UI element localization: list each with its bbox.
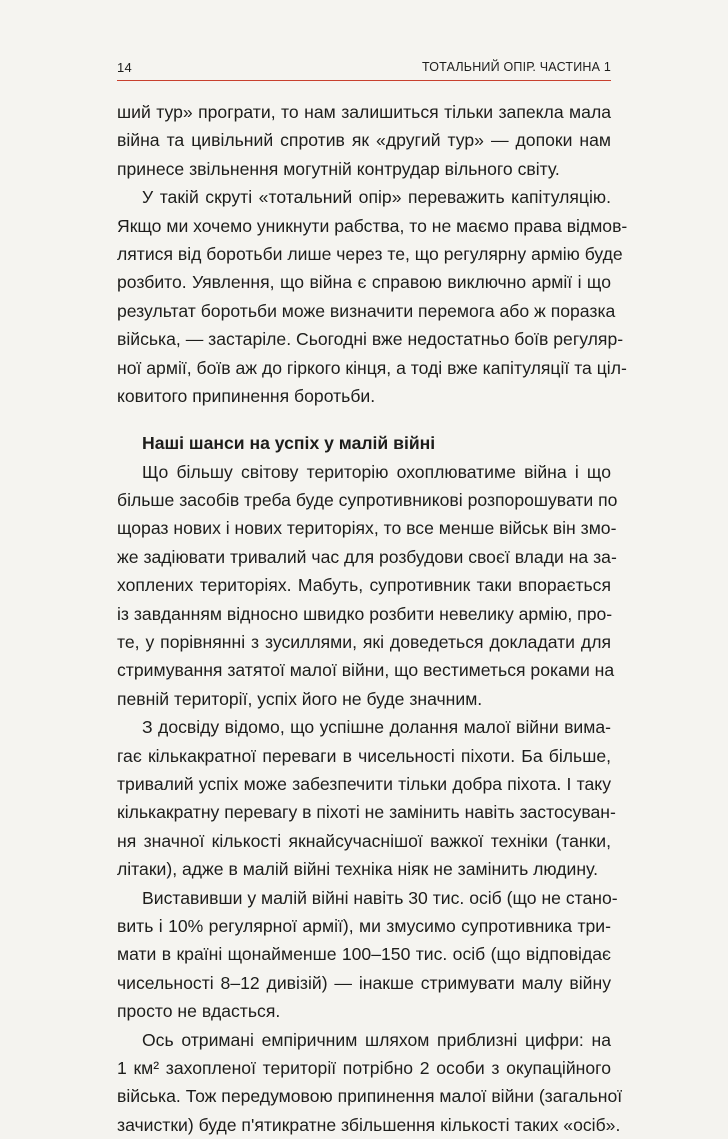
- text-line: Що більшу світову територію охоплюватиме війна і що: [117, 458, 611, 486]
- paragraph: [117, 1026, 611, 1139]
- text-line: війська. Тож передумовою припинення малої війни (загальної: [117, 1082, 611, 1110]
- body-text: [117, 98, 611, 1139]
- paragraph: [117, 458, 611, 714]
- paragraph: [117, 884, 611, 1026]
- text-line: певній території, успіх його не буде значним.: [117, 685, 611, 713]
- text-line: розбито. Уявлення, що війна є справою виключно армії і що: [117, 268, 611, 296]
- text-line: Якщо ми хочемо уникнути рабства, то не маємо права відмов-: [117, 212, 611, 240]
- text-line: ня значної кількості якнайсучаснішої важкої техніки (танки,: [117, 827, 611, 855]
- text-line: більше засобів треба буде супротивникові розпорошувати по: [117, 486, 611, 514]
- text-line: же задіювати тривалий час для розбудови своєї влади на за-: [117, 543, 611, 571]
- text-line: результат боротьби може визначити перемога або ж поразка: [117, 297, 611, 325]
- text-line: із завданням відносно швидко розбити невелику армію, про-: [117, 600, 611, 628]
- text-line: чисельності 8–12 дивізій) — інакше стримувати малу війну: [117, 969, 611, 997]
- text-line: У такій скруті «тотальний опір» переважить капітуляцію.: [117, 183, 611, 211]
- text-line: війна та цивільний спротив як «другий тур» — допоки нам: [117, 126, 611, 154]
- running-title: ТОТАЛЬНИЙ ОПІР. ЧАСТИНА 1: [422, 60, 611, 74]
- paragraph: [117, 183, 611, 410]
- text-line: 1 км² захопленої території потрібно 2 особи з окупаційного: [117, 1054, 611, 1082]
- text-line: зачистки) буде п'ятикратне збільшення кількості таких «осіб».: [117, 1111, 611, 1139]
- text-line: принесе звільнення могутній контрудар вільного світу.: [117, 155, 611, 183]
- text-line: гає кількакратної переваги в чисельності піхоти. Ба більше,: [117, 742, 611, 770]
- section-heading: Наші шанси на успіх у малій війні: [117, 429, 611, 457]
- text-line: Виставивши у малій війні навіть 30 тис. осіб (що не стано-: [117, 884, 611, 912]
- text-line: стримування затятої малої війни, що вестиметься роками на: [117, 656, 611, 684]
- page-number: 14: [117, 60, 132, 75]
- text-line: мати в країні щонайменше 100–150 тис. осіб (що відповідає: [117, 940, 611, 968]
- text-line: вить і 10% регулярної армії), ми змусимо супротивника три-: [117, 912, 611, 940]
- text-line: те, у порівнянні з зусиллями, які доведеться докладати для: [117, 628, 611, 656]
- text-line: ший тур» програти, то нам залишиться тільки запекла мала: [117, 98, 611, 126]
- header-rule: [117, 80, 611, 81]
- paragraph: [117, 98, 611, 183]
- paragraph: [117, 713, 611, 883]
- text-line: кількакратну перевагу в піхоті не замінить навіть застосуван-: [117, 798, 611, 826]
- text-line: ної армії, боїв аж до гіркого кінця, а тоді вже капітуляції та ціл-: [117, 354, 611, 382]
- text-line: хоплених територіях. Мабуть, супротивник таки впорається: [117, 571, 611, 599]
- section-gap: [117, 410, 611, 429]
- text-line: З досвіду відомо, що успішне долання малої війни вима-: [117, 713, 611, 741]
- text-line: війська, — застаріле. Сьогодні вже недостатньо боїв регуляр-: [117, 325, 611, 353]
- text-line: Ось отримані емпіричним шляхом приблизні цифри: на: [117, 1026, 611, 1054]
- text-line: тривалий успіх може забезпечити тільки добра піхота. І таку: [117, 770, 611, 798]
- text-line: літаки), адже в малій війні техніка ніяк не замінить людину.: [117, 855, 611, 883]
- text-line: просто не вдасться.: [117, 997, 611, 1025]
- text-line: щораз нових і нових територіях, то все менше військ він змо-: [117, 514, 611, 542]
- text-line: лятися від боротьби лише через те, що регулярну армію буде: [117, 240, 611, 268]
- page-header: [117, 60, 611, 82]
- text-line: ковитого припинення боротьби.: [117, 382, 611, 410]
